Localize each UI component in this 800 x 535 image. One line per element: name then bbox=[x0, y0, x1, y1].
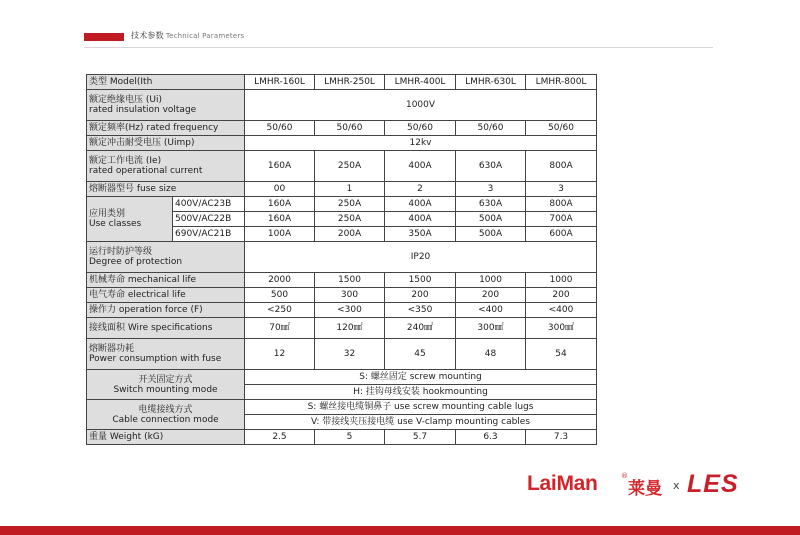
frequency-cell: 50/60 bbox=[456, 121, 526, 136]
mechanical-life-cell: 1500 bbox=[385, 273, 456, 288]
weight-cell: 6.3 bbox=[456, 430, 526, 445]
frequency-cell: 50/60 bbox=[385, 121, 456, 136]
row-cable-1 bbox=[87, 400, 597, 415]
frequency-cell: 50/60 bbox=[245, 121, 315, 136]
use-class-cell: 500A bbox=[456, 212, 526, 227]
power-consumption-cell: 32 bbox=[315, 339, 385, 370]
current-cell: 800A bbox=[526, 151, 597, 182]
row-current bbox=[87, 151, 597, 182]
header-divider bbox=[84, 47, 713, 48]
power-consumption-cell: 45 bbox=[385, 339, 456, 370]
fuse-size-cell: 3 bbox=[456, 182, 526, 197]
current-cell: 400A bbox=[385, 151, 456, 182]
use-class-cell: 250A bbox=[315, 212, 385, 227]
weight-cell: 5 bbox=[315, 430, 385, 445]
power-consumption-cell: 54 bbox=[526, 339, 597, 370]
model-cell: LMHR-800L bbox=[526, 75, 597, 90]
operation-force-cell: <250 bbox=[245, 303, 315, 318]
use-class-cell: 160A bbox=[245, 212, 315, 227]
operation-force-cell: <400 bbox=[526, 303, 597, 318]
electrical-life-cell: 200 bbox=[526, 288, 597, 303]
current-cell: 250A bbox=[315, 151, 385, 182]
electrical-life-cell: 200 bbox=[456, 288, 526, 303]
section-title bbox=[131, 30, 244, 41]
row-mounting-1 bbox=[87, 370, 597, 385]
collab-x: x bbox=[673, 479, 680, 492]
row-wire-spec bbox=[87, 318, 597, 339]
model-cell: LMHR-630L bbox=[456, 75, 526, 90]
current-label: 额定工作电流 (Ie) rated operational current bbox=[87, 151, 245, 182]
model-cell: LMHR-250L bbox=[315, 75, 385, 90]
fuse-size-cell: 3 bbox=[526, 182, 597, 197]
electrical-life-cell: 500 bbox=[245, 288, 315, 303]
use-class-cell: 100A bbox=[245, 227, 315, 242]
use-class-name: 500V/AC22B bbox=[173, 212, 245, 227]
model-cell: LMHR-160L bbox=[245, 75, 315, 90]
technical-parameters-table bbox=[86, 74, 597, 445]
row-operation-force bbox=[87, 303, 597, 318]
fuse-size-cell: 1 bbox=[315, 182, 385, 197]
use-class-cell: 250A bbox=[315, 197, 385, 212]
use-classes-label: 应用类别 Use classes bbox=[87, 197, 173, 242]
cable-option-vclamp: V: 带接线夹压接电缆 use V-clamp mounting cables bbox=[245, 415, 597, 430]
mounting-option-screw: S: 螺丝固定 screw mounting bbox=[245, 370, 597, 385]
row-model bbox=[87, 75, 597, 90]
row-fuse-size bbox=[87, 182, 597, 197]
model-label: 类型 Model(Ith bbox=[87, 75, 245, 90]
section-title-en: Technical Parameters bbox=[165, 32, 245, 40]
les-wordmark: LES bbox=[687, 470, 739, 498]
use-class-cell: 200A bbox=[315, 227, 385, 242]
footer-accent-bar bbox=[0, 526, 800, 535]
wire-spec-label: 接线面积 Wire specifications bbox=[87, 318, 245, 339]
operation-force-label: 操作力 operation force (F) bbox=[87, 303, 245, 318]
cable-option-screw: S: 螺丝接电缆铜鼻子 use screw mounting cable lugs bbox=[245, 400, 597, 415]
power-consumption-cell: 12 bbox=[245, 339, 315, 370]
insulation-value: 1000V bbox=[245, 90, 597, 121]
wire-spec-cell: 120㎟ bbox=[315, 318, 385, 339]
mechanical-life-cell: 2000 bbox=[245, 273, 315, 288]
protection-value: IP20 bbox=[245, 242, 597, 273]
use-class-cell: 500A bbox=[456, 227, 526, 242]
use-class-name: 690V/AC21B bbox=[173, 227, 245, 242]
mechanical-life-cell: 1000 bbox=[526, 273, 597, 288]
power-consumption-cell: 48 bbox=[456, 339, 526, 370]
weight-cell: 5.7 bbox=[385, 430, 456, 445]
use-class-cell: 700A bbox=[526, 212, 597, 227]
row-impulse bbox=[87, 136, 597, 151]
electrical-life-label: 电气寿命 electrical life bbox=[87, 288, 245, 303]
row-electrical-life bbox=[87, 288, 597, 303]
mechanical-life-label: 机械寿命 mechanical life bbox=[87, 273, 245, 288]
impulse-label: 额定冲击耐受电压 (Uimp) bbox=[87, 136, 245, 151]
mechanical-life-cell: 1500 bbox=[315, 273, 385, 288]
wire-spec-cell: 240㎟ bbox=[385, 318, 456, 339]
use-class-cell: 400A bbox=[385, 212, 456, 227]
use-class-cell: 600A bbox=[526, 227, 597, 242]
frequency-cell: 50/60 bbox=[315, 121, 385, 136]
wire-spec-cell: 70㎟ bbox=[245, 318, 315, 339]
electrical-life-cell: 300 bbox=[315, 288, 385, 303]
protection-label: 运行时防护等级 Degree of protection bbox=[87, 242, 245, 273]
fuse-size-label: 熔断器型号 fuse size bbox=[87, 182, 245, 197]
weight-cell: 7.3 bbox=[526, 430, 597, 445]
row-frequency bbox=[87, 121, 597, 136]
row-weight bbox=[87, 430, 597, 445]
mechanical-life-cell: 1000 bbox=[456, 273, 526, 288]
wire-spec-cell: 300㎟ bbox=[456, 318, 526, 339]
cable-label: 电缆接线方式 Cable connection mode bbox=[87, 400, 245, 430]
current-cell: 160A bbox=[245, 151, 315, 182]
impulse-value: 12kv bbox=[245, 136, 597, 151]
row-protection bbox=[87, 242, 597, 273]
power-consumption-label: 熔断器功耗 Power consumption with fuse bbox=[87, 339, 245, 370]
use-class-name: 400V/AC23B bbox=[173, 197, 245, 212]
use-class-cell: 350A bbox=[385, 227, 456, 242]
fuse-size-cell: 2 bbox=[385, 182, 456, 197]
use-class-cell: 160A bbox=[245, 197, 315, 212]
registered-mark: ® bbox=[621, 472, 628, 480]
current-cell: 630A bbox=[456, 151, 526, 182]
mounting-option-hook: H: 挂钩母线安装 hookmounting bbox=[245, 385, 597, 400]
section-title-cn: 技术参数 bbox=[131, 31, 164, 40]
row-insulation bbox=[87, 90, 597, 121]
weight-label: 重量 Weight (kG) bbox=[87, 430, 245, 445]
operation-force-cell: <350 bbox=[385, 303, 456, 318]
laiman-cn-wordmark: 莱曼 bbox=[628, 479, 662, 499]
insulation-label: 额定绝缘电压 (Ui) rated insulation voltage bbox=[87, 90, 245, 121]
operation-force-cell: <400 bbox=[456, 303, 526, 318]
frequency-label: 额定频率(Hz) rated frequency bbox=[87, 121, 245, 136]
weight-cell: 2.5 bbox=[245, 430, 315, 445]
row-use-class-1 bbox=[87, 197, 597, 212]
header-accent-bar bbox=[84, 33, 124, 41]
wire-spec-cell: 300㎟ bbox=[526, 318, 597, 339]
use-class-cell: 630A bbox=[456, 197, 526, 212]
use-class-cell: 400A bbox=[385, 197, 456, 212]
fuse-size-cell: 00 bbox=[245, 182, 315, 197]
model-cell: LMHR-400L bbox=[385, 75, 456, 90]
row-power-consumption bbox=[87, 339, 597, 370]
laiman-wordmark: LaiMan bbox=[527, 472, 598, 495]
mounting-label: 开关固定方式 Switch mounting mode bbox=[87, 370, 245, 400]
use-class-cell: 800A bbox=[526, 197, 597, 212]
operation-force-cell: <300 bbox=[315, 303, 385, 318]
row-mechanical-life bbox=[87, 273, 597, 288]
frequency-cell: 50/60 bbox=[526, 121, 597, 136]
electrical-life-cell: 200 bbox=[385, 288, 456, 303]
